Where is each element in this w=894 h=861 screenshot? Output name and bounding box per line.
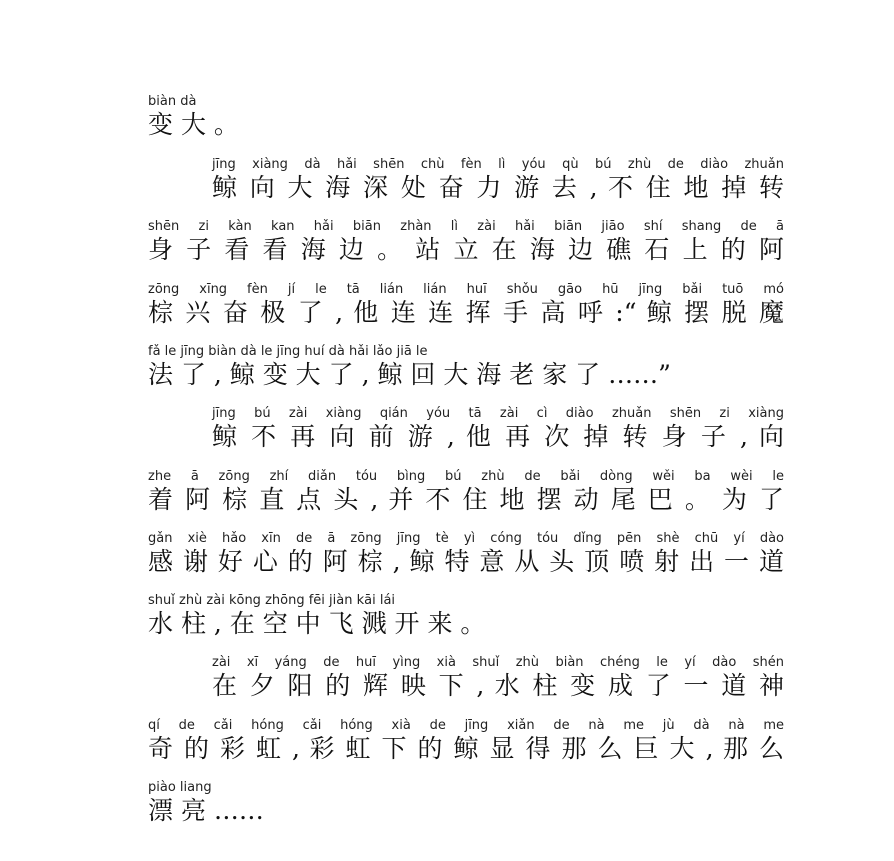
hanzi-line: 鲸 向 大 海 深 处 奋 力 游 去 , 不 住 地 掉 转 (212, 173, 784, 202)
pinyin-line: shēn zi kàn kan hǎi biān zhàn lì zài hǎi biān jiāo shí shang de ā (148, 219, 784, 234)
hanzi-line: 着 阿 棕 直 点 头 , 并 不 住 地 摆 动 尾 巴 。 为 了 (148, 485, 784, 514)
pinyin-line: qí de cǎi hóng cǎi hóng xià de jīng xiǎn de nà me jù dà nà me (148, 718, 784, 733)
pinyin-line: biàn dà (148, 94, 197, 109)
hanzi-line: 奇 的 彩 虹 , 彩 虹 下 的 鲸 显 得 那 么 巨 大 , 那 么 (148, 734, 784, 763)
hanzi-line: 变 大 。 (148, 110, 239, 139)
pinyin-line: fǎ le jīng biàn dà le jīng huí dà hǎi lǎo jiā le (148, 344, 428, 359)
hanzi-line: 感 谢 好 心 的 阿 棕 , 鲸 特 意 从 头 顶 喷 射 出 一 道 (148, 547, 784, 576)
text-line-4 (148, 282, 784, 330)
text-line-2 (148, 157, 784, 205)
text-line-11 (148, 718, 784, 766)
pinyin-line: piào liang (148, 780, 212, 795)
text-line-10 (148, 655, 784, 703)
text-line-8 (148, 531, 784, 579)
text-line-5 (148, 344, 784, 392)
hanzi-line: 漂 亮 …… (148, 796, 264, 825)
pinyin-line: jīng xiàng dà hǎi shēn chù fèn lì yóu qù bú zhù de diào zhuǎn (212, 157, 784, 172)
hanzi-line: 水 柱 , 在 空 中 飞 溅 开 来 。 (148, 609, 486, 638)
text-line-1 (148, 94, 784, 142)
pinyin-line: gǎn xiè hǎo xīn de ā zōng jīng tè yì cóng tóu dǐng pēn shè chū yí dào (148, 531, 784, 546)
pinyin-line: jīng bú zài xiàng qián yóu tā zài cì diào zhuǎn shēn zi xiàng (212, 406, 784, 421)
hanzi-line: 棕 兴 奋 极 了 , 他 连 连 挥 手 高 呼 :“ 鲸 摆 脱 魔 (148, 298, 784, 327)
pinyin-line: shuǐ zhù zài kōng zhōng fēi jiàn kāi lái (148, 593, 396, 608)
text-line-7 (148, 469, 784, 517)
hanzi-line: 在 夕 阳 的 辉 映 下 , 水 柱 变 成 了 一 道 神 (212, 671, 784, 700)
hanzi-line: 身 子 看 看 海 边 。 站 立 在 海 边 礁 石 上 的 阿 (148, 235, 784, 264)
text-line-12 (148, 780, 784, 828)
pinyin-line: zōng xīng fèn jí le tā lián lián huī shǒu gāo hū jīng bǎi tuō mó (148, 282, 784, 297)
hanzi-line: 鲸 不 再 向 前 游 , 他 再 次 掉 转 身 子 , 向 (212, 422, 784, 451)
text-line-3 (148, 219, 784, 267)
pinyin-line: zhe ā zōng zhí diǎn tóu bìng bú zhù de bǎi dòng wěi ba wèi le (148, 469, 784, 484)
hanzi-line: 法 了 , 鲸 变 大 了 , 鲸 回 大 海 老 家 了 ……” (148, 360, 671, 389)
text-line-9 (148, 593, 784, 641)
pinyin-line: zài xī yáng de huī yìng xià shuǐ zhù biàn chéng le yí dào shén (212, 655, 784, 670)
text-line-6 (148, 406, 784, 454)
